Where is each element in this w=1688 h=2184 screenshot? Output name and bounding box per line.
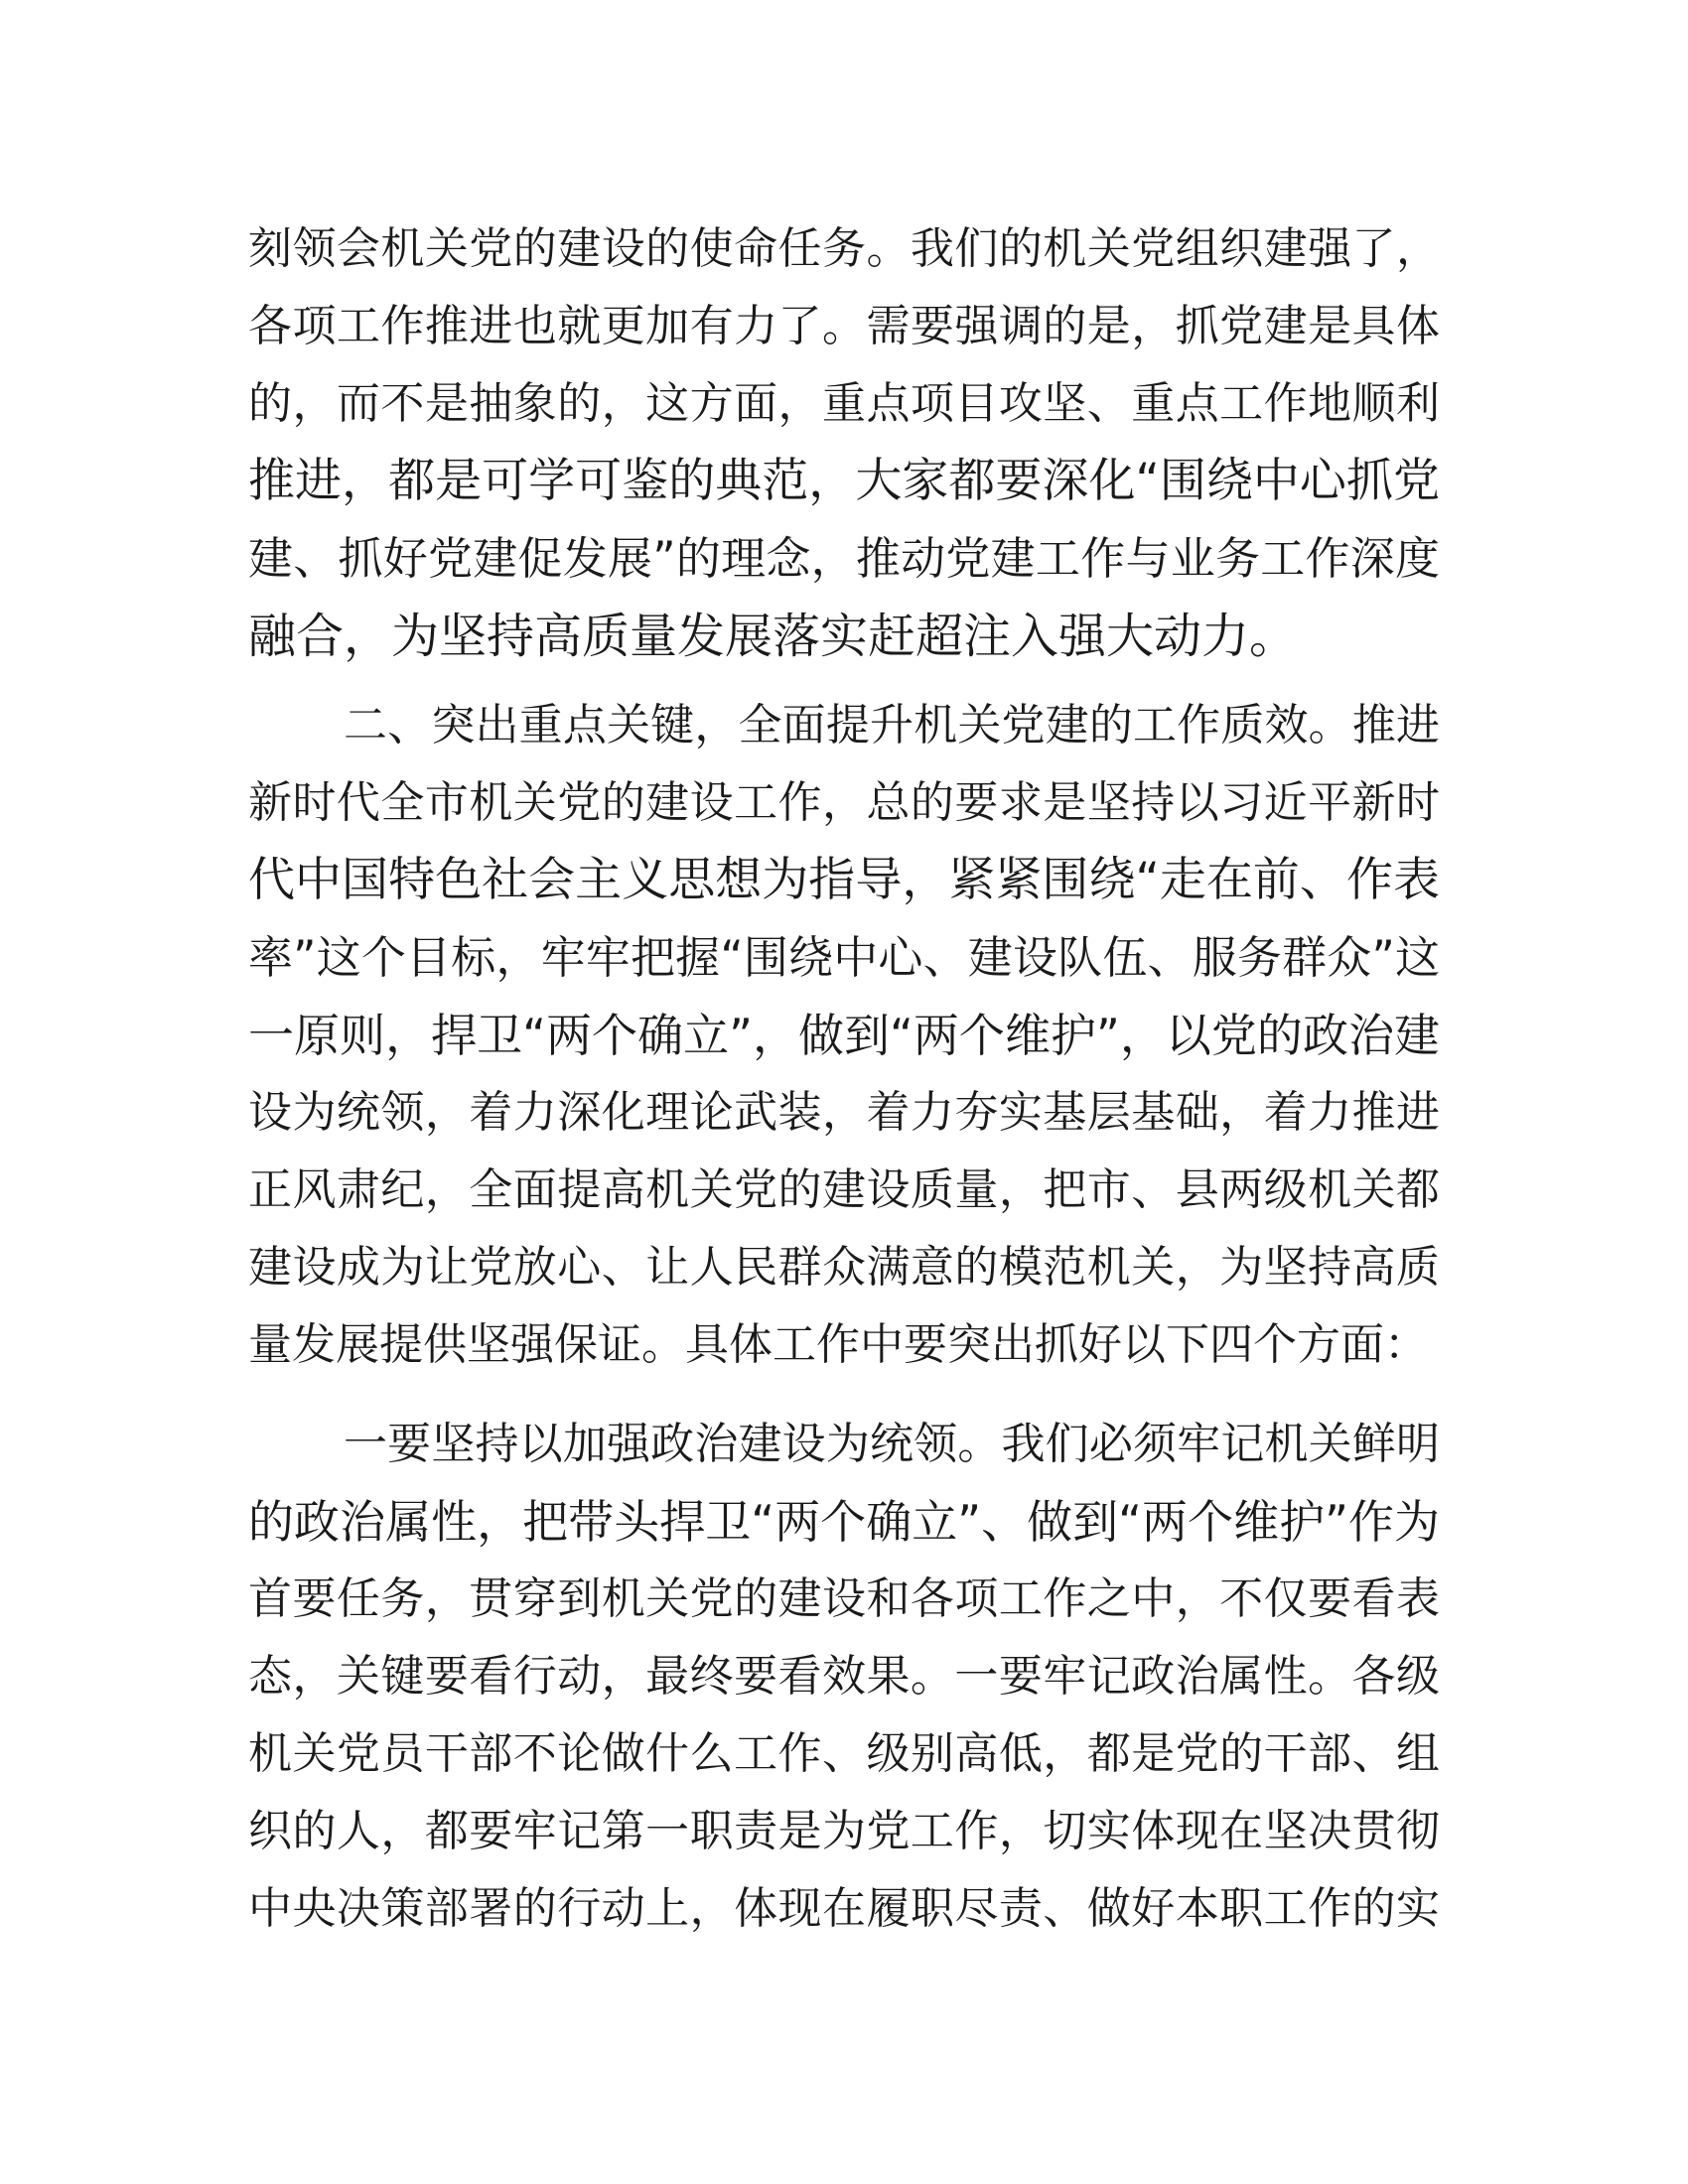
text-line: 一原则，捍卫“两个确立”，做到“两个维护”，以党的政治建 [248, 1009, 1440, 1062]
text-line: 的，而不是抽象的，这方面，重点项目攻坚、重点工作地顺利 [248, 378, 1440, 429]
paragraph-3 [248, 1406, 1440, 1948]
text-line: 建、抓好党建促发展”的理念，推动党建工作与业务工作深度 [248, 532, 1440, 585]
text-line: 的政治属性，把带头捍卫“两个确立”、做到“两个维护”作为 [248, 1495, 1440, 1549]
text-line: 二、突出重点关键，全面提升机关党建的工作质效。推进 [344, 700, 1440, 751]
text-line: 新时代全市机关党的建设工作，总的要求是坚持以习近平新时 [248, 777, 1440, 828]
text-line: 一要坚持以加强政治建设为统领。我们必须牢记机关鲜明 [344, 1419, 1440, 1469]
text-line: 设为统领，着力深化理论武装，着力夯实基层基础，着力推进 [248, 1087, 1440, 1138]
text-line: 代中国特色社会主义思想为指导，紧紧围绕“走在前、作表 [248, 853, 1440, 907]
text-line: 建设成为让党放心、让人民群众满意的模范机关，为坚持高质 [248, 1242, 1440, 1293]
text-line: 首要任务，贯穿到机关党的建设和各项工作之中，不仅要看表 [248, 1573, 1440, 1624]
text-line: 正风肃纪，全面提高机关党的建设质量，把市、县两级机关都 [248, 1164, 1440, 1215]
paragraph-2 [248, 687, 1440, 1384]
text-line: 刻领会机关党的建设的使命任务。我们的机关党组织建强了， [248, 223, 1440, 274]
text-line: 量发展提供坚强保证。具体工作中要突出抓好以下四个方面： [248, 1319, 1428, 1370]
text-line: 中央决策部署的行动上，体现在履职尽责、做好本职工作的实 [248, 1883, 1440, 1934]
text-line: 织的人，都要牢记第一职责是为党工作，切实体现在坚决贯彻 [248, 1806, 1440, 1856]
text-line: 融合，为坚持高质量发展落实赶超注入强大动力。 [248, 609, 1298, 664]
text-line: 态，关键要看行动，最终要看效果。一要牢记政治属性。各级 [248, 1651, 1440, 1702]
paragraph-1 [248, 210, 1440, 675]
text-line: 各项工作推进也就更加有力了。需要强调的是，抓党建是具体 [248, 301, 1440, 351]
text-line: 推进，都是可学可鉴的典范，大家都要深化“围绕中心抓党 [248, 454, 1440, 508]
text-line: 率”这个目标，牢牢把握“围绕中心、建设队伍、服务群众”这 [248, 931, 1440, 984]
text-line: 机关党员干部不论做什么工作、级别高低，都是党的干部、组 [248, 1728, 1440, 1779]
